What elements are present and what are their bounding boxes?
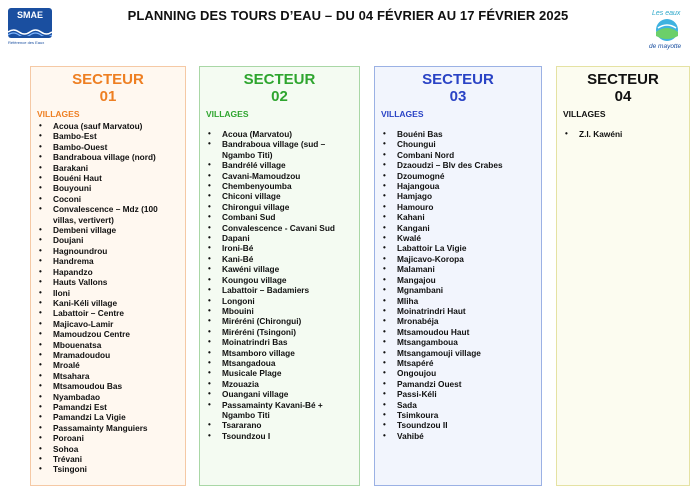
secteur-01-panel [30, 66, 186, 486]
village-item: • Labattoir – Badamiers [206, 285, 353, 295]
svg-text:Les eaux: Les eaux [652, 10, 681, 17]
village-list [563, 129, 683, 139]
secteur-03-title [381, 71, 535, 105]
village-item: • Mbouini [206, 306, 353, 316]
village-item: • Combani Sud [206, 212, 353, 222]
village-item: • Mramadoudou [37, 350, 179, 360]
village-item: • Malamani [381, 264, 535, 274]
village-list [381, 129, 535, 441]
village-item: • Bandraboua village (sud – Ngambo Titi) [206, 139, 353, 160]
village-item: • Mtsahara [37, 371, 179, 381]
village-item: • Miréréni (Chirongui) [206, 316, 353, 326]
village-item: • Mtsamboro village [206, 348, 353, 358]
village-item: • Sohoa [37, 444, 179, 454]
village-item: • Bouyouni [37, 183, 179, 193]
village-item: • Mgnambani [381, 285, 535, 295]
village-item: • Kahani [381, 212, 535, 222]
village-item: • Ongoujou [381, 368, 535, 378]
village-item: • Mtsangamboua [381, 337, 535, 347]
village-item: • Barakani [37, 163, 179, 173]
village-item: • Labattoir – Centre [37, 308, 179, 318]
village-item: • Poroani [37, 433, 179, 443]
village-item: • Iloni [37, 288, 179, 298]
village-item: • Pamandzi Est [37, 402, 179, 412]
village-item: • Mamoudzou Centre [37, 329, 179, 339]
village-item: • Tsararano [206, 420, 353, 430]
village-item: • Combani Nord [381, 150, 535, 160]
village-item: • Tsingoni [37, 464, 179, 474]
village-item: • Acoua (Marvatou) [206, 129, 353, 139]
village-item: • Mtsamoudou Haut [381, 327, 535, 337]
village-item: • Bandraboua village (nord) [37, 152, 179, 162]
village-item: • Bambo-Est [37, 131, 179, 141]
village-item: • Moinatrindri Haut [381, 306, 535, 316]
village-item: • Mtsapéré [381, 358, 535, 368]
village-item: • Z.I. Kawéni [563, 129, 683, 139]
village-item: • Ironi-Bé [206, 243, 353, 253]
village-item: • Pamandzi La Vigie [37, 412, 179, 422]
secteur-02-panel [199, 66, 360, 486]
secteur-label: SECTEUR [587, 71, 659, 88]
village-item: • Moinatrindri Bas [206, 337, 353, 347]
village-item: • Acoua (sauf Marvatou) [37, 121, 179, 131]
village-item: • Ouangani village [206, 389, 353, 399]
village-item: • Hauts Vallons [37, 277, 179, 287]
villages-heading: VILLAGES [206, 109, 249, 119]
village-item: • Mliha [381, 296, 535, 306]
secteur-number: 04 [614, 88, 632, 105]
village-list [37, 121, 179, 475]
village-item: • Tsimkoura [381, 410, 535, 420]
village-item: • Nyambadao [37, 392, 179, 402]
secteur-04-panel [556, 66, 690, 486]
village-item: • Kani-Bé [206, 254, 353, 264]
villages-heading: VILLAGES [381, 109, 424, 119]
village-item: • Kani-Kéli village [37, 298, 179, 308]
village-item: • Majicavo-Lamir [37, 319, 179, 329]
village-item: • Passamainty Manguiers [37, 423, 179, 433]
village-item: • Miréréni (Tsingoni) [206, 327, 353, 337]
secteur-number: 02 [271, 88, 288, 105]
secteur-label: SECTEUR [422, 71, 494, 88]
smae-logo-tagline: Référence des Eaux [8, 40, 45, 45]
secteur-03-panel [374, 66, 542, 486]
secteur-number: 03 [449, 88, 467, 105]
village-item: • Choungui [381, 139, 535, 149]
secteur-label: SECTEUR [243, 71, 316, 88]
village-item: • Dzoumogné [381, 171, 535, 181]
village-list [206, 129, 353, 441]
village-item: • Coconi [37, 194, 179, 204]
village-item: • Convalescence - Cavani Sud [206, 223, 353, 233]
village-item: • Chiconi village [206, 191, 353, 201]
smae-logo-text: SMAE [16, 10, 43, 20]
village-item: • Labattoir La Vigie [381, 243, 535, 253]
village-item: • Koungou village [206, 275, 353, 285]
wave-icon [8, 28, 52, 36]
village-item: • Kawéni village [206, 264, 353, 274]
village-item: • Pamandzi Ouest [381, 379, 535, 389]
village-item: • Mroalé [37, 360, 179, 370]
village-item: • Vahibé [381, 431, 535, 441]
village-item: • Mzouazia [206, 379, 353, 389]
village-item: • Mangajou [381, 275, 535, 285]
village-item: • Bambo-Ouest [37, 142, 179, 152]
village-item: • Sada [381, 400, 535, 410]
secteur-02-title [206, 71, 353, 105]
page-title: PLANNING DES TOURS D’EAU – DU 04 FÉVRIER AU 17 FÉVRIER 2025 [127, 8, 569, 23]
village-item: • Majicavo-Koropa [381, 254, 535, 264]
village-item: • Chembenyoumba [206, 181, 353, 191]
village-item: • Tsoundzou II [381, 420, 535, 430]
secteur-01-title [37, 71, 179, 105]
village-item: • Passamainty Kavani-Bé + Ngambo Titi [206, 400, 353, 421]
village-item: • Kwalé [381, 233, 535, 243]
svg-text:de mayotte: de mayotte [649, 43, 682, 50]
village-item: • Mbouenatsa [37, 340, 179, 350]
village-item: • Passi-Kéli [381, 389, 535, 399]
village-item: • Hagnoundrou [37, 246, 179, 256]
secteur-number: 01 [99, 88, 117, 105]
village-item: • Convalescence – Mdz (100 villas, vertivert) [37, 204, 179, 225]
village-item: • Cavani-Mamoudzou [206, 171, 353, 181]
village-item: • Trévani [37, 454, 179, 464]
villages-heading: VILLAGES [37, 109, 80, 119]
village-item: • Dapani [206, 233, 353, 243]
village-item: • Longoni [206, 296, 353, 306]
village-item: • Dembeni village [37, 225, 179, 235]
village-item: • Bouéni Bas [381, 129, 535, 139]
village-item: • Mtsangamouji village [381, 348, 535, 358]
secteur-label: SECTEUR [72, 71, 144, 88]
village-item: • Hamouro [381, 202, 535, 212]
village-item: • Mronabéja [381, 316, 535, 326]
village-item: • Bouéni Haut [37, 173, 179, 183]
village-item: • Chirongui village [206, 202, 353, 212]
village-item: • Hajangoua [381, 181, 535, 191]
village-item: • Mtsangadoua [206, 358, 353, 368]
village-item: • Doujani [37, 235, 179, 245]
village-item: • Kangani [381, 223, 535, 233]
village-item: • Handrema [37, 256, 179, 266]
village-item: • Tsoundzou I [206, 431, 353, 441]
villages-heading: VILLAGES [563, 109, 606, 119]
secteur-04-title [563, 71, 683, 105]
village-item: • Hapandzo [37, 267, 179, 277]
village-item: • Mtsamoudou Bas [37, 381, 179, 391]
village-item: • Musicale Plage [206, 368, 353, 378]
village-item: • Bandrélé village [206, 160, 353, 170]
village-item: • Dzaoudzi – Blv des Crabes [381, 160, 535, 170]
village-item: • Hamjago [381, 191, 535, 201]
